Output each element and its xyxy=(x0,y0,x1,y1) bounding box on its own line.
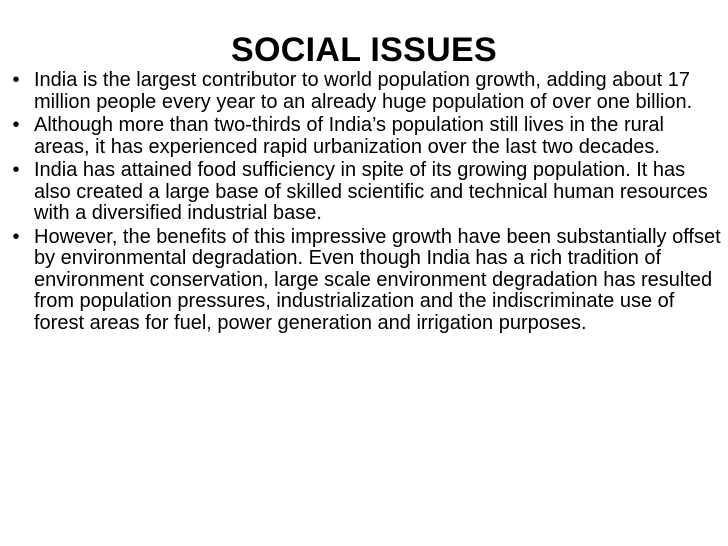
bullet-icon: • xyxy=(12,114,20,136)
bullet-icon: • xyxy=(12,69,20,91)
bullet-text: India is the largest contributor to world population growth, adding about 17 million people every year to an already huge population of over one billion. xyxy=(34,69,693,113)
list-item xyxy=(0,115,728,158)
list-item xyxy=(0,70,728,113)
bullet-text: However, the benefits of this impressive growth have been substantially offset by environmental degradation. Even though India has a rich tradition of environment conservation, large scale environment degradation has resulted from population pressures, industrialization and the indiscriminate use of forest areas for fuel, power generation and irrigation purposes. xyxy=(34,225,721,334)
bullet-icon: • xyxy=(12,159,20,181)
list-item xyxy=(0,160,728,225)
bullet-icon: • xyxy=(12,225,20,248)
bullet-text: India has attained food sufficiency in spite of its growing population. It has also created a large base of skilled scientific and technical human resources with a diversified industrial base. xyxy=(34,159,708,224)
bullet-text: Although more than two-thirds of India’s population still lives in the rural areas, it has experienced rapid urbanization over the last two decades. xyxy=(34,114,664,158)
bullet-list xyxy=(0,70,728,334)
slide-title: SOCIAL ISSUES xyxy=(231,31,497,69)
list-item xyxy=(0,227,728,335)
